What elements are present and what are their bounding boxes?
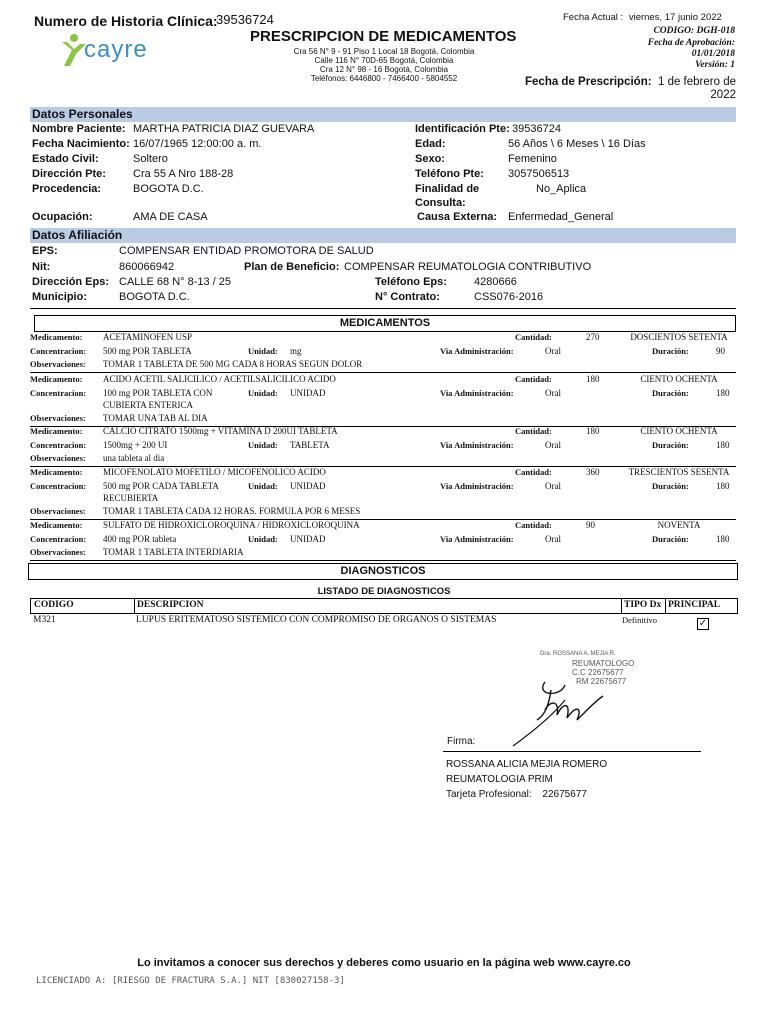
diagnosticos-title: DIAGNOSTICOS <box>340 565 426 577</box>
via-value: Oral <box>545 534 561 544</box>
eps-label: EPS: <box>32 245 58 257</box>
nacimiento-label: Fecha Nacimiento: <box>32 138 130 150</box>
address-line: Calle 116 N° 70D-65 Bogotá, Colombia <box>314 56 454 65</box>
nit-label: Nit: <box>32 261 51 273</box>
concentracion-value-2: RECUBIERTA <box>103 493 159 503</box>
med-separator <box>30 372 736 373</box>
fecha-prescripcion-value: 1 de febrero de <box>657 76 736 88</box>
fecha-prescripcion-year: 2022 <box>710 89 736 101</box>
via-value: Oral <box>545 388 561 398</box>
procedencia-value: BOGOTA D.C. <box>133 183 204 195</box>
footer-invite: Lo invitamos a conocer sus derechos y deberes como usuario en la página web www.cayre.co <box>137 957 631 969</box>
medicamento-nombre: ACETAMINOFEN USP <box>103 332 193 342</box>
address-line: Cra 12 N° 98 - 16 Bogotá, Colombia <box>319 65 449 74</box>
medicamento-nombre: ACIDO ACETIL SALICILICO / ACETILSALICILICO ACIDO <box>103 374 336 384</box>
cantidad-label: Cantidad: <box>515 520 552 530</box>
firma-line <box>443 751 701 752</box>
observaciones-label: Observaciones: <box>30 453 86 463</box>
dx-codigo: M321 <box>33 615 56 625</box>
cantidad-label: Cantidad: <box>515 426 552 436</box>
unidad-label: Unidad: <box>248 534 278 544</box>
duracion-label: Duración: <box>652 534 689 544</box>
fecha-actual <box>563 12 722 23</box>
check-icon: ✓ <box>698 618 708 629</box>
via-value: Oral <box>545 481 561 491</box>
unidad-label: Unidad: <box>248 440 278 450</box>
stamp-line: RM 22675677 <box>576 677 627 686</box>
via-label: Via Administración: <box>440 534 514 544</box>
fecha-aprobacion-value: 01/01/2018 <box>691 49 735 59</box>
address-line: Teléfonos: 6446800 - 7466400 - 5804552 <box>310 74 458 83</box>
medicamento-label: Medicamento: <box>30 467 83 477</box>
datos-personales-header: Datos Personales <box>30 107 736 122</box>
observaciones-value: TOMAR 1 TABLETA DE 500 MG CADA 8 HORAS SEGUN DOLOR <box>103 359 363 369</box>
col-descripcion: DESCRIPCION <box>137 600 204 610</box>
observaciones-value: TOMAR UNA TAB AL DIA <box>103 413 208 423</box>
medico-nombre: ROSSANA ALICIA MEJIA ROMERO <box>446 759 608 770</box>
version: Versión: 1 <box>695 60 735 70</box>
cantidad-label: Cantidad: <box>515 467 552 477</box>
tarjeta-label: Tarjeta Profesional: <box>446 789 532 800</box>
concentracion-value: 400 mg POR tableta <box>103 534 177 544</box>
via-label: Via Administración: <box>440 346 514 356</box>
separator <box>30 308 736 309</box>
cantidad-text: DOSCIENTOS SETENTA <box>630 332 728 342</box>
duracion-label: Duración: <box>652 346 689 356</box>
ocupacion-value: AMA DE CASA <box>133 211 208 223</box>
teleps-label: Teléfono Eps: <box>375 276 447 288</box>
nombre-label: Nombre Paciente: <box>32 123 126 135</box>
observaciones-value: TOMAR 1 TABLETA CADA 12 HORAS. FORMULA POR 6 MESES <box>103 506 361 516</box>
medicamento-nombre: MICOFENOLATO MOFETILO / MICOFENOLICO ACIDO <box>103 467 326 477</box>
fecha-actual-value: viernes, 17 junio 2022 <box>628 12 722 23</box>
cantidad-value: 180 <box>586 426 600 436</box>
ident-label: Identificación Pte: <box>415 123 510 135</box>
observaciones-label: Observaciones: <box>30 359 86 369</box>
via-value: Oral <box>545 346 561 356</box>
diagnosticos-table-header <box>30 598 738 614</box>
causa-label: Causa Externa: <box>417 211 498 223</box>
edad-label: Edad: <box>415 138 446 150</box>
duracion-label: Duración: <box>652 481 689 491</box>
observaciones-value: TOMAR 1 TABLETA INTERDIARIA <box>103 547 244 557</box>
cantidad-text: CIENTO OCHENTA <box>640 426 718 436</box>
duracion-label: Duración: <box>652 440 689 450</box>
cantidad-label: Cantidad: <box>515 374 552 384</box>
med-separator <box>30 560 736 561</box>
duracion-value: 90 <box>716 346 725 356</box>
observaciones-label: Observaciones: <box>30 547 86 557</box>
stamp-line: Dra. ROSSANA A. MEJIA R. <box>540 651 616 657</box>
finalidad-label-2: Consulta: <box>415 197 466 209</box>
via-value: Oral <box>545 440 561 450</box>
concentracion-label: Concentracion: <box>30 346 87 356</box>
address-block <box>258 47 510 83</box>
via-label: Via Administración: <box>440 481 514 491</box>
unidad-value: UNIDAD <box>290 534 326 544</box>
finalidad-value: No_Aplica <box>536 183 587 195</box>
page-title: PRESCRIPCION DE MEDICAMENTOS <box>250 28 517 45</box>
teleps-value: 4280666 <box>474 276 517 288</box>
municipio-value: BOGOTA D.C. <box>119 291 190 303</box>
historia-label: Numero de Historia Clínica: <box>34 13 218 29</box>
cantidad-text: TRESCIENTOS SESENTA <box>628 467 730 477</box>
direccion-label: Dirección Pte: <box>32 168 106 180</box>
footer-licencia: LICENCIADO A: [RIESGO DE FRACTURA S.A.] NIT [830027158-3] <box>36 976 345 986</box>
medicamento-label: Medicamento: <box>30 374 83 384</box>
concentracion-value: 1500mg + 200 UI <box>103 440 168 450</box>
procedencia-label: Procedencia: <box>32 183 102 195</box>
concentracion-value: 500 mg POR TABLETA <box>103 346 192 356</box>
datos-afiliacion-header: Datos Afiliación <box>30 228 736 243</box>
observaciones-label: Observaciones: <box>30 506 86 516</box>
sexo-value: Femenino <box>508 153 557 165</box>
ocupacion-label: Ocupación: <box>32 211 93 223</box>
listado-diagnosticos: LISTADO DE DIAGNOSTICOS <box>317 586 451 597</box>
unidad-label: Unidad: <box>248 346 278 356</box>
cantidad-label: Cantidad: <box>515 332 552 342</box>
historia-value: 39536724 <box>216 12 274 27</box>
plan-value: COMPENSAR REUMATOLOGIA CONTRIBUTIVO <box>344 261 592 273</box>
cantidad-value: 90 <box>586 520 595 530</box>
principal-checkbox[interactable] <box>697 618 709 630</box>
cantidad-text: CIENTO OCHENTA <box>640 374 718 384</box>
dx-tipo: Definitivo <box>622 615 657 625</box>
fecha-prescripcion-label: Fecha de Prescripción: <box>525 76 652 88</box>
concentracion-value: 500 mg POR CADA TABLETA <box>103 481 219 491</box>
concentracion-label: Concentracion: <box>30 388 87 398</box>
address-line: Cra 56 N° 9 - 91 Piso 1 Local 18 Bogotá, Colombia <box>293 47 475 56</box>
eps-value: COMPENSAR ENTIDAD PROMOTORA DE SALUD <box>119 245 374 257</box>
cayre-logo <box>58 32 168 70</box>
cantidad-value: 180 <box>586 374 600 384</box>
unidad-value: UNIDAD <box>290 481 326 491</box>
duracion-value: 180 <box>716 440 730 450</box>
concentracion-label: Concentracion: <box>30 440 87 450</box>
contrato-label: N° Contrato: <box>375 291 440 303</box>
codigo: CODIGO: DGH-018 <box>653 26 735 36</box>
concentracion-label: Concentracion: <box>30 481 87 491</box>
duracion-label: Duración: <box>652 388 689 398</box>
direps-label: Dirección Eps: <box>32 276 110 288</box>
medicamentos-title: MEDICAMENTOS <box>339 317 431 329</box>
observaciones-label: Observaciones: <box>30 413 86 423</box>
concentracion-value: 100 mg POR TABLETA CON <box>103 388 213 398</box>
direccion-value: Cra 55 A Nro 188-28 <box>133 168 234 180</box>
finalidad-label: Finalidad de <box>415 183 480 195</box>
via-label: Via Administración: <box>440 388 514 398</box>
table-row <box>30 614 736 630</box>
observaciones-value: una tableta al dia <box>103 453 165 463</box>
stamp-line: REUMATOLOGO <box>572 659 635 668</box>
nit-value: 860066942 <box>119 261 175 273</box>
civil-value: Soltero <box>133 153 168 165</box>
medicamento-label: Medicamento: <box>30 520 83 530</box>
causa-value: Enfermedad_General <box>508 211 614 223</box>
medico-especialidad: REUMATOLOGIA PRIM <box>446 774 553 785</box>
cantidad-text: NOVENTA <box>657 520 701 530</box>
plan-label: Plan de Beneficio: <box>244 261 340 273</box>
duracion-value: 180 <box>716 481 730 491</box>
fecha-aprobacion-label: Fecha de Aprobación: <box>647 38 735 48</box>
tarjeta-value: 22675677 <box>542 789 587 800</box>
col-principal: PRINCIPAL <box>668 600 721 610</box>
unidad-label: Unidad: <box>248 388 278 398</box>
nombre-value: MARTHA PATRICIA DIAZ GUEVARA <box>133 123 315 135</box>
cantidad-value: 270 <box>586 332 600 342</box>
signature-icon <box>505 660 635 750</box>
municipio-label: Municipio: <box>32 291 87 303</box>
medicamento-label: Medicamento: <box>30 426 83 436</box>
contrato-value: CSS076-2016 <box>474 291 544 303</box>
concentracion-value-2: CUBIERTA ENTERICA <box>103 400 193 410</box>
unidad-value: TABLETA <box>290 440 330 450</box>
unidad-value: mg <box>290 346 302 356</box>
medicamento-nombre: CALCIO CITRATO 1500mg + VITAMINA D 200UI TABLETA <box>103 426 338 436</box>
sexo-label: Sexo: <box>415 153 445 165</box>
duracion-value: 180 <box>716 534 730 544</box>
medicamento-nombre: SULFATO DE HIDROXICLOROQUINA / HIDROXICLOROQUINA <box>103 520 360 530</box>
edad-value: 56 Años \ 6 Meses \ 16 Días <box>508 138 646 150</box>
unidad-value: UNIDAD <box>290 388 326 398</box>
duracion-value: 180 <box>716 388 730 398</box>
civil-label: Estado Civil: <box>32 153 99 165</box>
tarjeta-profesional <box>446 789 587 800</box>
firma-label: Firma: <box>447 736 476 747</box>
diagnosticos-header <box>28 563 738 580</box>
concentracion-label: Concentracion: <box>30 534 87 544</box>
direps-value: CALLE 68 N° 8-13 / 25 <box>119 276 232 288</box>
fecha-actual-label: Fecha Actual : <box>563 12 624 23</box>
dx-descripcion: LUPUS ERITEMATOSO SISTEMICO CON COMPROMISO DE ORGANOS O SISTEMAS <box>136 615 497 625</box>
stamp-line: C.C 22675677 <box>572 668 624 677</box>
via-label: Via Administración: <box>440 440 514 450</box>
ident-value: 39536724 <box>512 123 561 135</box>
medicamentos-header <box>34 315 736 332</box>
telefono-value: 3057506513 <box>508 168 570 180</box>
col-codigo: CODIGO <box>34 600 74 610</box>
medicamento-label: Medicamento: <box>30 332 83 342</box>
unidad-label: Unidad: <box>248 481 278 491</box>
nacimiento-value: 16/07/1965 12:00:00 a. m. <box>133 138 262 150</box>
logo-text: cayre <box>84 36 148 63</box>
telefono-label: Teléfono Pte: <box>415 168 484 180</box>
col-tipo: TIPO Dx <box>624 600 662 610</box>
cantidad-value: 360 <box>586 467 600 477</box>
